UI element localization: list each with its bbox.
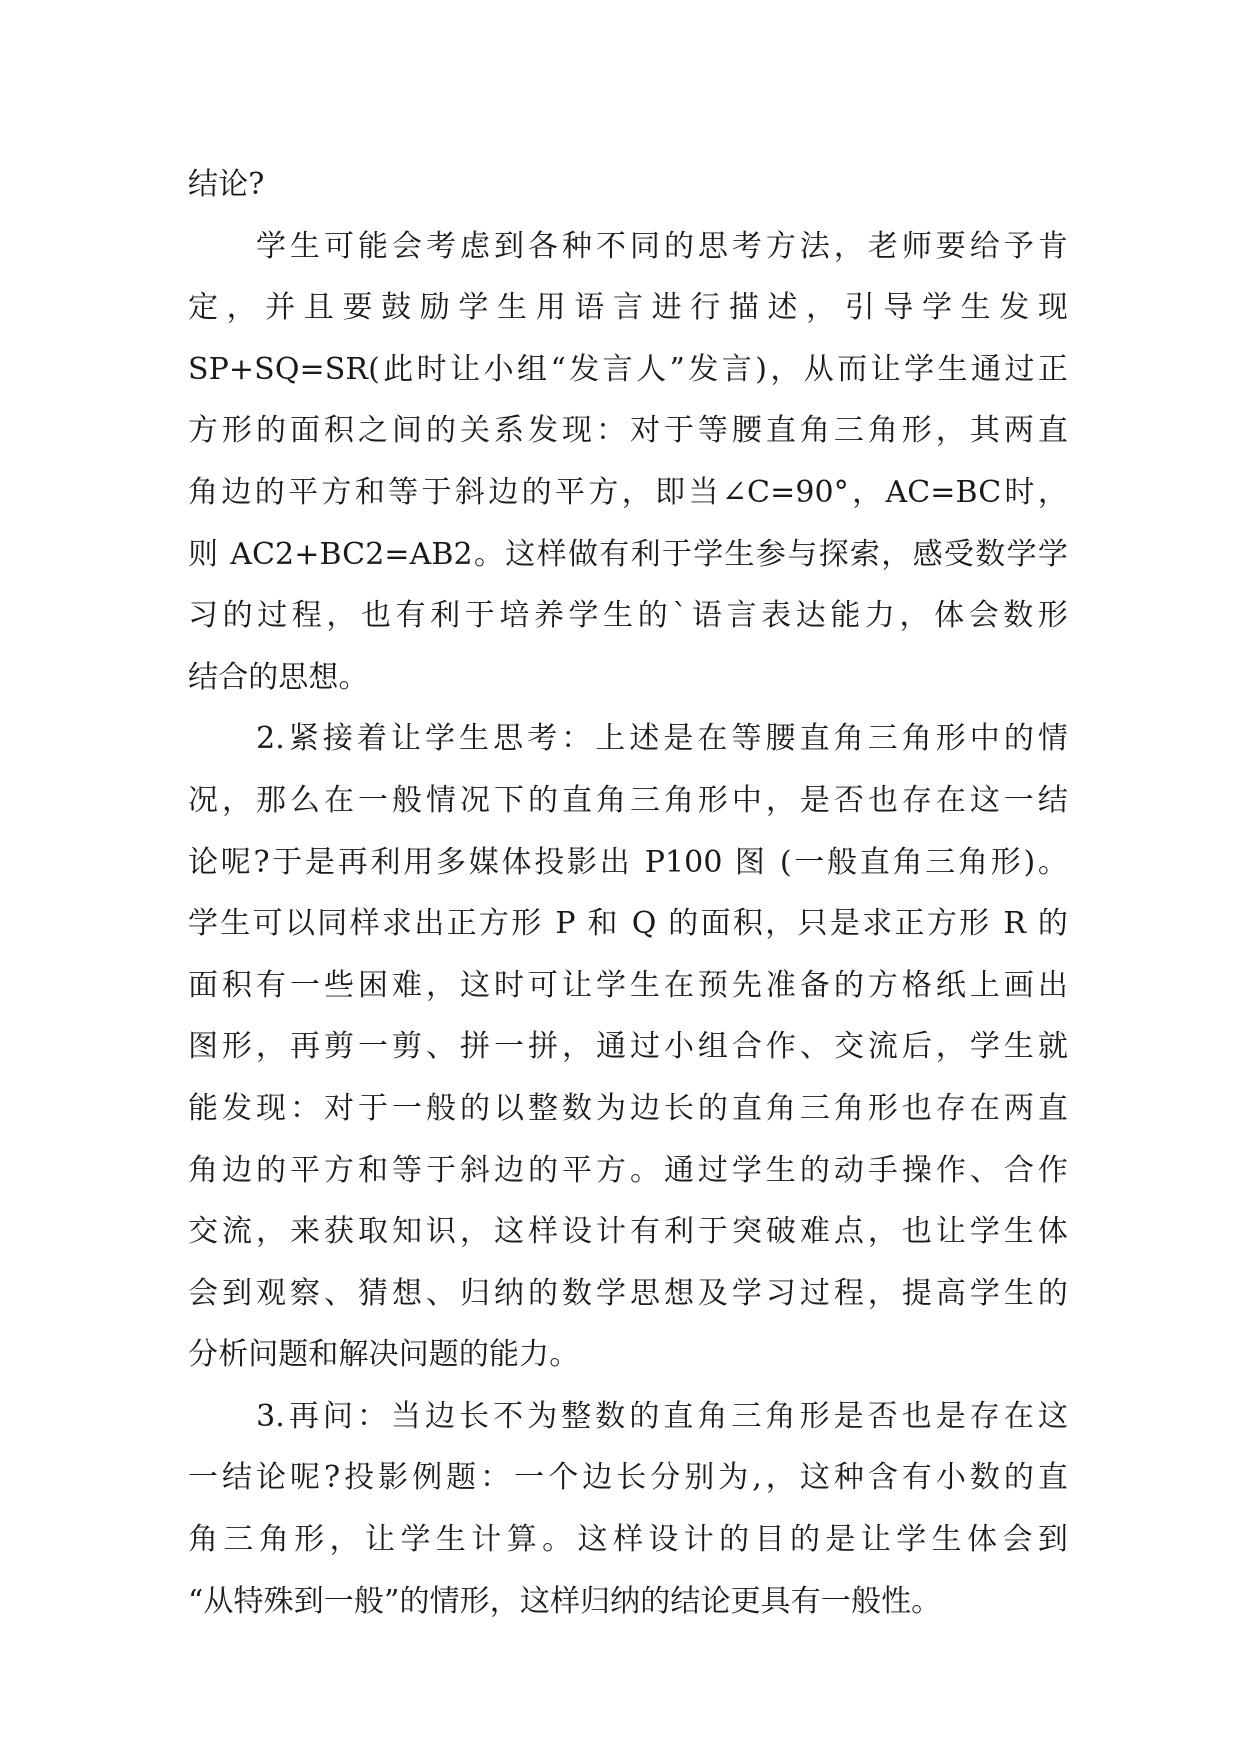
text-line: 方形的面积之间的关系发现：对于等腰直角三角形，其两直	[188, 413, 1068, 449]
text-line: 一结论呢?投影例题：一个边长分别为,，这种含有小数的直	[188, 1460, 1068, 1496]
text-line: 论呢?于是再利用多媒体投影出 P100 图 (一般直角三角形)。	[188, 844, 1068, 880]
text-line: 结论?	[188, 167, 265, 202]
text-line: 学生可以同样求出正方形 P 和 Q 的面积，只是求正方形 R 的	[188, 906, 1068, 942]
text-line: 习的过程，也有利于培养学生的`语言表达能力，体会数形	[188, 598, 1068, 634]
text-line: 结合的思想。	[188, 659, 369, 695]
text-line: 能发现：对于一般的以整数为边长的直角三角形也存在两直	[188, 1090, 1068, 1126]
text-line: 交流，来获取知识，这样设计有利于突破难点，也让学生体	[188, 1214, 1068, 1250]
text-line: 学生可能会考虑到各种不同的思考方法，老师要给予肯	[188, 228, 1068, 264]
text-line: 会到观察、猜想、归纳的数学思想及学习过程，提高学生的	[188, 1275, 1068, 1311]
text-line: 面积有一些困难，这时可让学生在预先准备的方格纸上画出	[188, 967, 1068, 1003]
text-line: “从特殊到一般”的情形，这样归纳的结论更具有一般性。	[188, 1583, 942, 1619]
text-line: 角边的平方和等于斜边的平方。通过学生的动手操作、合作	[188, 1152, 1068, 1188]
text-line: 定，并且要鼓励学生用语言进行描述，引导学生发现	[188, 290, 1068, 326]
text-line: 角边的平方和等于斜边的平方，即当∠C=90°，AC=BC时，	[188, 474, 1068, 510]
text-line: 分析问题和解决问题的能力。	[188, 1337, 580, 1373]
text-line: 3.再问：当边长不为整数的直角三角形是否也是存在这	[188, 1398, 1068, 1434]
text-line: 2.紧接着让学生思考：上述是在等腰直角三角形中的情	[188, 721, 1068, 757]
text-line: SP+SQ=SR(此时让小组“发言人”发言)，从而让学生通过正	[188, 351, 1068, 387]
text-line: 图形，再剪一剪、拼一拼，通过小组合作、交流后，学生就	[188, 1029, 1068, 1065]
text-line: 况，那么在一般情况下的直角三角形中，是否也存在这一结	[188, 782, 1068, 818]
text-line: 角三角形，让学生计算。这样设计的目的是让学生体会到	[188, 1522, 1068, 1558]
text-line: 则 AC2+BC2=AB2。这样做有利于学生参与探索，感受数学学	[188, 536, 1068, 572]
body-text	[188, 154, 1068, 1632]
